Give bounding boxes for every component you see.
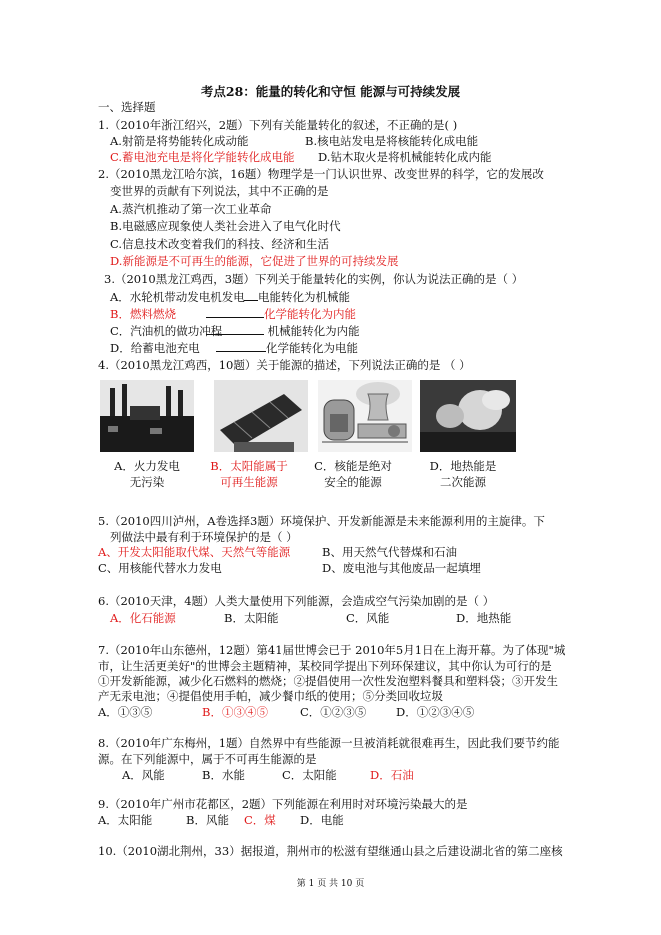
solar-panel-image <box>214 380 308 452</box>
q8-option-d: D．石油 <box>370 768 414 782</box>
page-title: 考点28：能量的转化和守恒 能源与可持续发展 <box>200 84 461 99</box>
nuclear-plant-diagram-image <box>318 380 412 452</box>
q1-option-b: B.核电站发电是将核能转化成电能 <box>305 134 479 148</box>
q7-option-c: C．①②③⑤ <box>300 705 367 719</box>
q2-option-d: D.新能源是不可再生的能源，它促进了世界的可持续发展 <box>110 254 399 268</box>
geothermal-steam-image <box>420 380 516 452</box>
q9-option-a: A．太阳能 <box>98 813 153 827</box>
question-2-line-1: 2.（2010黑龙江哈尔滨，16题）物理学是一门认识世界、改变世界的科学，它的发展改 <box>98 167 544 181</box>
q5-option-d: D、废电池与其他废品一起填埋 <box>322 561 481 575</box>
q2-option-b: B.电磁感应现象使人类社会进入了电气化时代 <box>110 219 341 233</box>
q1-option-d: D.钻木取火是将机械能转化成内能 <box>318 150 492 164</box>
question-3: 3.（2010黑龙江鸡西，3题）下列关于能量转化的实例，你认为说法正确的是（ ） <box>104 272 524 286</box>
q7-option-d: D．①②③④⑤ <box>396 705 475 719</box>
q5-option-c: C、用核能代替水力发电 <box>98 561 222 575</box>
q1-option-a: A.射箭是将势能转化成动能 <box>110 134 249 148</box>
question-7-line-2: 市，让生活更美好"的世博会主题精神，某校同学提出下列环保建议，其中你认为可行的是 <box>98 659 552 673</box>
question-2-line-2: 变世界的贡献有下列说法，其中不正确的是 <box>110 184 329 198</box>
q6-option-a: A．化石能源 <box>110 611 176 625</box>
question-1: 1.（2010年浙江绍兴，2题）下列有关能量转化的叙述，不正确的是( ) <box>98 118 458 132</box>
question-8-line-2: 源。在下列能源中，属于不可再生能源的是 <box>98 752 317 766</box>
q5-option-a: A、开发太阳能取代煤、天然气等能源 <box>98 545 291 559</box>
q1-option-c: C.蓄电池充电是将化学能转化成电能 <box>110 150 295 164</box>
question-6: 6.（2010天津，4题）人类大量使用下列能源，会造成空气污染加剧的是（ ） <box>98 594 495 608</box>
question-7-line-4: 产无汞电池；④提倡使用手帕，减少餐巾纸的使用；⑤分类回收垃圾 <box>98 689 443 703</box>
question-7-line-3: ①开发新能源，减少化石燃料的燃烧；②提倡使用一次性发泡塑料餐具和塑料袋；③开发生 <box>98 674 558 688</box>
q4-option-b: B．太阳能属于 可再生能源 <box>210 459 288 489</box>
q2-option-c: C.信息技术改变着我们的科技、经济和生活 <box>110 237 330 251</box>
q3-option-a: A．水轮机带动发电机发电 <box>110 290 245 304</box>
page-footer: 第 1 页 共 10 页 <box>296 879 365 889</box>
q4-option-a: A．火力发电 无污染 <box>114 459 180 489</box>
q3-option-c: C．汽油机的做功冲程 <box>110 324 223 338</box>
q3-option-a-answer: 电能转化为机械能 <box>244 290 350 305</box>
q3-option-d-answer: 化学能转化为电能 <box>216 341 358 356</box>
q8-option-c: C．太阳能 <box>282 768 337 782</box>
question-10: 10.（2010湖北荆州，33）据报道，荆州市的松滋有望继通山县之后建设湖北省的第二座核 <box>98 844 563 858</box>
question-5-line-1: 5.（2010四川泸州，A卷选择3题）环境保护、开发新能源是未来能源利用的主旋律。下 <box>98 514 545 528</box>
question-4: 4.（2010黑龙江鸡西，10题）关于能源的描述，下列说法正确的是 （ ） <box>98 358 471 372</box>
question-9: 9.（2010年广州市花都区，2题）下列能源在利用时对环境污染最大的是 <box>98 797 468 811</box>
question-7-line-1: 7.（2010年山东德州，12题）第41届世博会已于 2010年5月1日在上海开幕。为了体现"城 <box>98 643 566 657</box>
q3-option-b: B．燃料燃烧 <box>110 307 176 321</box>
q6-option-b: B．太阳能 <box>224 611 279 625</box>
q4-option-c: C．核能是绝对 安全的能源 <box>314 459 392 489</box>
q3-option-c-answer: 机械能转化为内能 <box>206 324 360 339</box>
q4-option-d: D．地热能是 二次能源 <box>429 459 497 489</box>
thermal-power-plant-image <box>100 380 194 452</box>
q9-option-c: C．煤 <box>244 813 276 827</box>
q8-option-a: A．风能 <box>122 768 165 782</box>
q8-option-b: B．水能 <box>202 768 245 782</box>
q7-option-b: B．①③④⑤ <box>202 705 268 719</box>
q9-option-b: B．风能 <box>186 813 229 827</box>
q3-option-b-answer: 化学能转化为内能 <box>206 307 356 322</box>
question-5-line-2: 列做法中最有利于环境保护的是（ ） <box>110 530 298 544</box>
q2-option-a: A.蒸汽机推动了第一次工业革命 <box>110 202 272 216</box>
q6-option-d: D．地热能 <box>456 611 512 625</box>
q9-option-d: D．电能 <box>300 813 344 827</box>
question-8-line-1: 8.（2010年广东梅州，1题）自然界中有些能源一旦被消耗就很难再生，因此我们要节约能 <box>98 736 560 750</box>
q7-option-a: A．①③⑤ <box>98 705 153 719</box>
q5-option-b: B、用天然气代替煤和石油 <box>322 545 457 559</box>
q6-option-c: C．风能 <box>346 611 390 625</box>
section-heading: 一、选择题 <box>98 100 156 114</box>
q3-option-d: D．给蓄电池充电 <box>110 341 200 355</box>
